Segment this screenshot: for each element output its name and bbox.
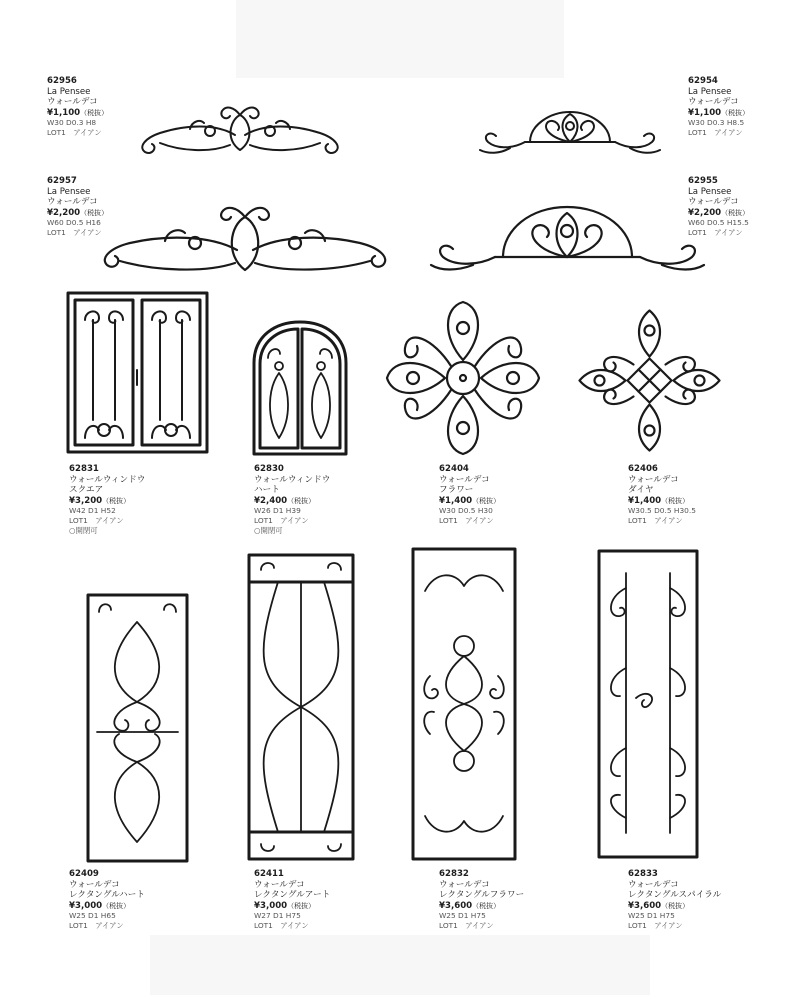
- product-name2: レクタングルアート: [254, 890, 331, 901]
- product-name2: レクタングルスパイラル: [628, 890, 722, 901]
- product-note: ○開閉可: [69, 526, 98, 536]
- product-name2: ダイヤ: [628, 485, 654, 496]
- product-lot: LOT1 アイアン: [688, 128, 743, 138]
- price-tax: （税抜）: [472, 496, 501, 505]
- price-value: ¥3,600: [628, 900, 662, 911]
- product-lot: LOT1 アイアン: [69, 921, 124, 931]
- product-price: [688, 108, 749, 119]
- product-price: [439, 496, 500, 507]
- wall-deco-62956-image: [130, 95, 350, 160]
- product-code: 62830: [254, 464, 284, 474]
- product-code: 62956: [47, 76, 77, 86]
- product-lot: LOT1 アイアン: [628, 921, 683, 931]
- product-price: [47, 108, 108, 119]
- product-lot: LOT1 アイアン: [69, 516, 124, 526]
- product-name2: レクタングルハート: [69, 890, 145, 901]
- price-tax: （税抜）: [661, 901, 690, 910]
- product-size: W30.5 D0.5 H30.5: [628, 506, 696, 516]
- product-info-62406: [628, 464, 696, 526]
- product-lot: LOT1 アイアン: [47, 128, 102, 138]
- product-price: [254, 496, 330, 507]
- price-value: ¥3,000: [254, 900, 288, 911]
- price-tax: （税抜）: [102, 496, 131, 505]
- product-info-62954: [688, 76, 749, 138]
- product-name: ウォールデコ: [47, 97, 98, 108]
- product-size: W60 D0.5 H16: [47, 218, 101, 228]
- product-info-62409: [69, 869, 145, 931]
- product-name: ウォールウィンドウ: [69, 474, 146, 485]
- product-name: ウォールデコ: [439, 879, 490, 890]
- wall-deco-62832-image: [410, 546, 518, 862]
- price-value: ¥1,400: [628, 495, 662, 506]
- product-brand: La Pensee: [688, 86, 732, 97]
- product-info-62956: [47, 76, 108, 138]
- price-value: ¥2,200: [47, 207, 81, 218]
- product-brand: La Pensee: [47, 86, 91, 97]
- product-code: 62404: [439, 464, 469, 474]
- bottom-band: [150, 935, 650, 995]
- product-name: ウォールデコ: [628, 879, 679, 890]
- product-name2: ハート: [254, 485, 280, 496]
- product-code: 62409: [69, 869, 99, 879]
- product-size: W26 D1 H39: [254, 506, 301, 516]
- product-name: ウォールウィンドウ: [254, 474, 331, 485]
- product-code: 62406: [628, 464, 658, 474]
- price-tax: （税抜）: [80, 108, 109, 117]
- product-size: W42 D1 H52: [69, 506, 116, 516]
- price-value: ¥2,200: [688, 207, 722, 218]
- product-lot: LOT1 アイアン: [47, 228, 102, 238]
- product-name2: レクタングルフラワー: [439, 890, 525, 901]
- product-brand: La Pensee: [688, 186, 732, 197]
- wall-deco-62411-image: [246, 552, 356, 862]
- product-lot: LOT1 アイアン: [688, 228, 743, 238]
- price-tax: （税抜）: [80, 208, 109, 217]
- product-size: W30 D0.5 H30: [439, 506, 493, 516]
- product-code: 62955: [688, 176, 718, 186]
- product-note: ○開閉可: [254, 526, 283, 536]
- product-price: [254, 901, 330, 912]
- product-size: W30 D0.3 H8: [47, 118, 97, 128]
- product-name: ウォールデコ: [628, 474, 679, 485]
- product-name2: フラワー: [439, 485, 474, 496]
- product-code: 62832: [439, 869, 469, 879]
- product-info-62832: [439, 869, 524, 931]
- product-brand: La Pensee: [47, 186, 91, 197]
- price-tax: （税抜）: [721, 108, 750, 117]
- price-tax: （税抜）: [287, 496, 316, 505]
- product-code: 62831: [69, 464, 99, 474]
- wall-deco-62957-image: [95, 195, 395, 280]
- wall-deco-62406-image: [572, 303, 727, 458]
- product-size: W25 D1 H65: [69, 911, 116, 921]
- wall-deco-62954-image: [470, 100, 670, 160]
- product-code: 62833: [628, 869, 658, 879]
- wall-deco-62955-image: [425, 195, 710, 275]
- price-value: ¥3,200: [69, 495, 103, 506]
- product-info-62404: [439, 464, 500, 526]
- product-info-62411: [254, 869, 330, 931]
- product-name2: スクエア: [69, 485, 104, 496]
- product-size: W25 D1 H75: [628, 911, 675, 921]
- price-tax: （税抜）: [287, 901, 316, 910]
- product-name: ウォールデコ: [688, 97, 739, 108]
- product-lot: LOT1 アイアン: [254, 921, 309, 931]
- product-size: W25 D1 H75: [439, 911, 486, 921]
- product-code: 62411: [254, 869, 284, 879]
- wall-window-62830-image: [250, 318, 350, 458]
- wall-deco-62404-image: [383, 298, 543, 458]
- product-name: ウォールデコ: [69, 879, 120, 890]
- wall-deco-62833-image: [596, 548, 700, 860]
- product-price: [628, 496, 696, 507]
- product-code: 62954: [688, 76, 718, 86]
- top-band: [236, 0, 564, 78]
- product-info-62830: [254, 464, 330, 536]
- product-price: [439, 901, 524, 912]
- product-info-62833: [628, 869, 721, 931]
- price-tax: （税抜）: [102, 901, 131, 910]
- product-name: ウォールデコ: [439, 474, 490, 485]
- product-lot: LOT1 アイアン: [628, 516, 683, 526]
- product-price: [69, 901, 145, 912]
- product-name: ウォールデコ: [47, 197, 98, 208]
- price-tax: （税抜）: [472, 901, 501, 910]
- price-value: ¥3,000: [69, 900, 103, 911]
- product-size: W27 D1 H75: [254, 911, 301, 921]
- product-name: ウォールデコ: [254, 879, 305, 890]
- product-price: [69, 496, 145, 507]
- product-lot: LOT1 アイアン: [254, 516, 309, 526]
- price-value: ¥1,100: [47, 107, 81, 118]
- product-info-62831: [69, 464, 145, 536]
- price-value: ¥3,600: [439, 900, 473, 911]
- product-size: W60 D0.5 H15.5: [688, 218, 749, 228]
- wall-deco-62409-image: [85, 592, 190, 864]
- price-value: ¥1,100: [688, 107, 722, 118]
- price-tax: （税抜）: [721, 208, 750, 217]
- price-value: ¥2,400: [254, 495, 288, 506]
- price-value: ¥1,400: [439, 495, 473, 506]
- product-lot: LOT1 アイアン: [439, 516, 494, 526]
- product-lot: LOT1 アイアン: [439, 921, 494, 931]
- price-tax: （税抜）: [661, 496, 690, 505]
- product-price: [628, 901, 721, 912]
- product-code: 62957: [47, 176, 77, 186]
- product-size: W30 D0.3 H8.5: [688, 118, 745, 128]
- product-name: ウォールデコ: [688, 197, 739, 208]
- wall-window-62831-image: [65, 290, 210, 455]
